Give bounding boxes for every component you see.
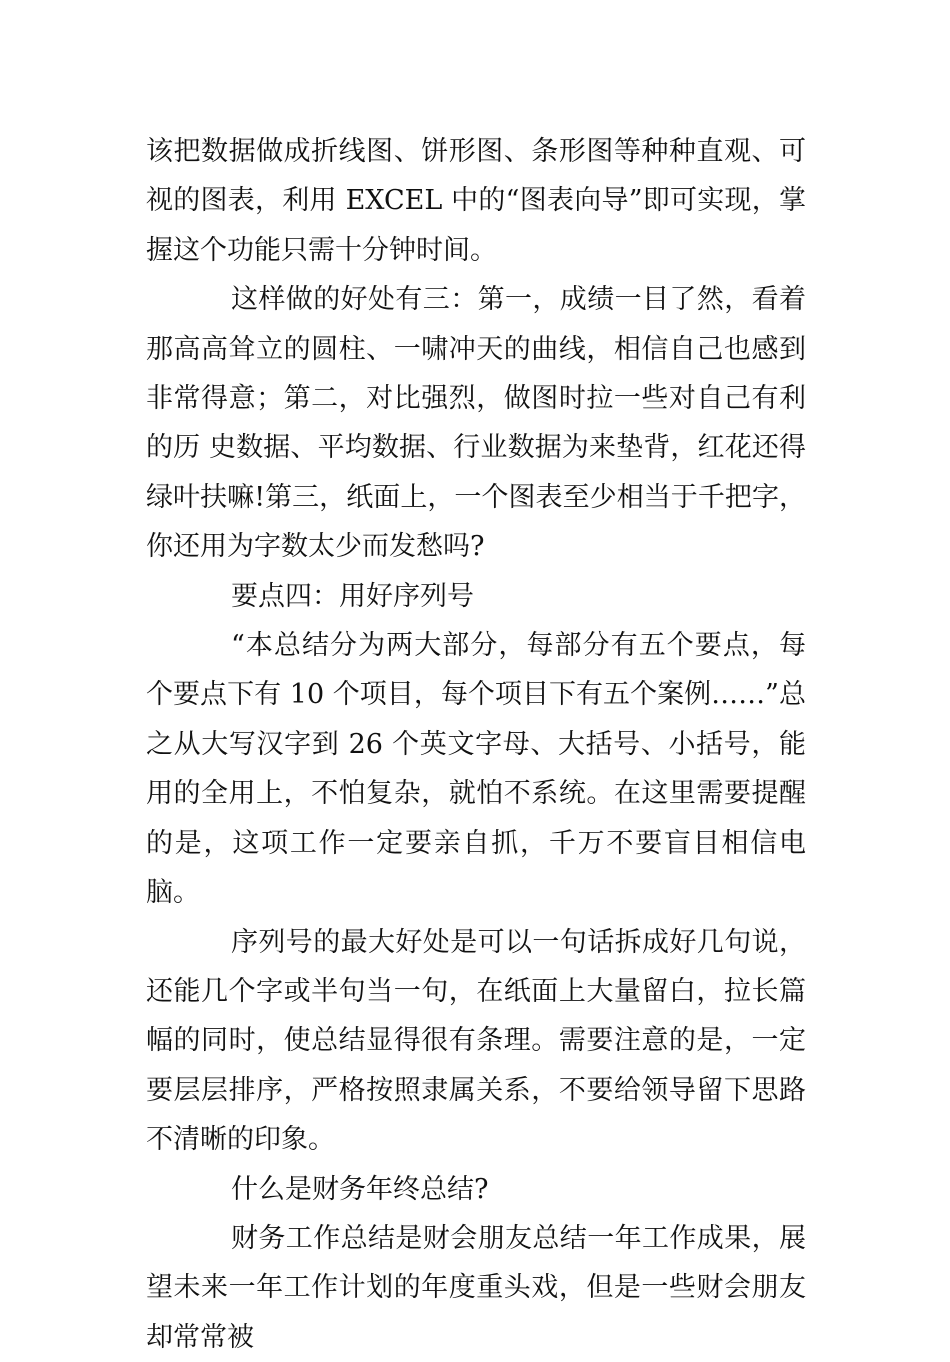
paragraph-2: 这样做的好处有三：第一，成绩一目了然，看着那高高耸立的圆柱、一啸冲天的曲线，相信自己也感到非常得意；第二，对比强烈，做图时拉一些对自己有利的历 史数据、平均数据、行业数据为来垫背，红花还得绿叶扶嘛!第三，纸面上，一个图表至少相当于千把字，你还用为字数太少而发愁吗? [146,284,806,563]
paragraph-4: 序列号的最大好处是可以一句话拆成好几句说，还能几个字或半句当一句，在纸面上大量留白，拉长篇幅的同时，使总结显得很有条理。需要注意的是，一定要层层排序，严格按照隶属关系，不要给领导留下思路不清晰的印象。 [146,926,806,1156]
paragraph-5: 财务工作总结是财会朋友总结一年工作成果，展望未来一年工作计划的年度重头戏，但是一些财会朋友却常常被 [146,1222,806,1353]
paragraph-1: 该把数据做成折线图、饼形图、条形图等种种直观、可视的图表，利用 EXCEL 中的“图表向导”即可实现，掌握这个功能只需十分钟时间。 [146,136,806,266]
document-page [146,127,806,1362]
paragraph-3: “本总结分为两大部分，每部分有五个要点，每个要点下有 10 个项目，每个项目下有五个案例……”总之从大写汉字到 26 个英文字母、大括号、小括号，能用的全用上，不怕复杂，就怕不系统。在这里需要提醒的是，这项工作一定要亲自抓，千万不要盲目相信电脑。 [146,630,806,909]
section-heading: 要点四：用好序列号 [231,580,474,612]
question-heading: 什么是财务年终总结? [231,1173,489,1205]
